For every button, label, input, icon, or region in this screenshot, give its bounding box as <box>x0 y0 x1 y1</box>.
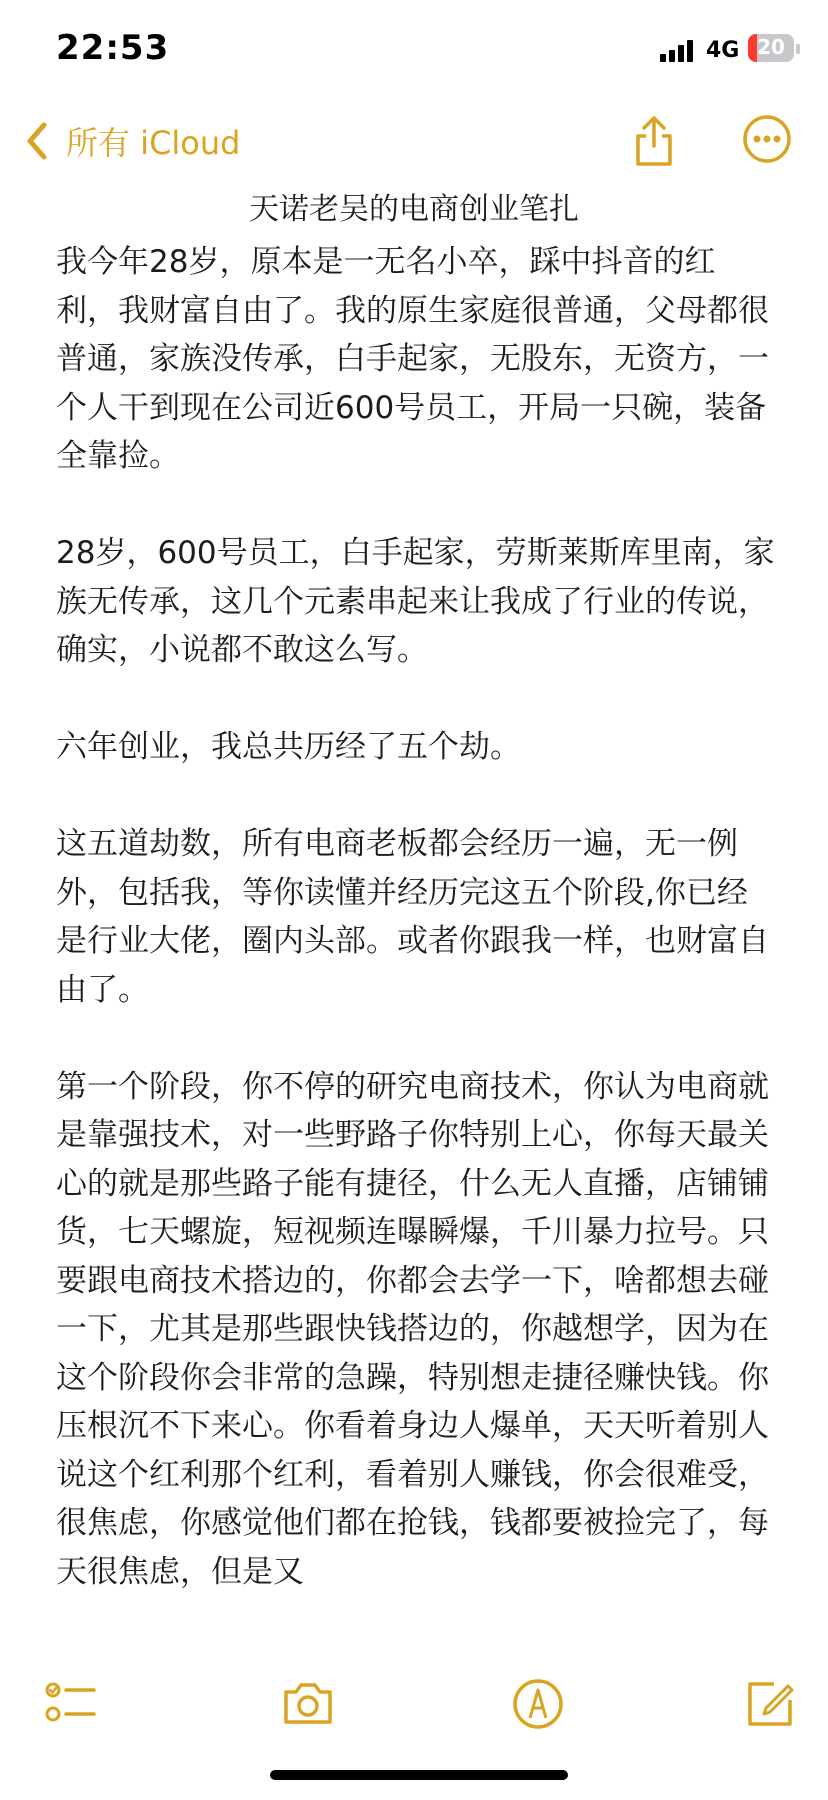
network-type: 4G <box>706 38 740 63</box>
more-options-icon[interactable] <box>742 114 792 164</box>
back-label: 所有 iCloud <box>66 124 241 162</box>
camera-icon[interactable] <box>278 1674 338 1734</box>
note-title: 天诺老吴的电商创业笔扎 <box>249 192 579 227</box>
status-bar <box>0 0 828 100</box>
nav-bar <box>0 100 828 180</box>
battery-tip <box>796 44 800 54</box>
note-paragraph: 第一个阶段，你不停的研究电商技术，你认为电商就是靠强技术，对一些野路子你特别上心，你每天最关心的就是那些路子能有捷径，什么无人直播，店铺铺货，七天螺旋，短视频连曝瞬爆，千川暴力拉号。只要跟电商技术搭边的，你都会去学一下，啥都想去碰一下，尤其是那些跟快钱搭边的，你越想学，因为在这个阶段你会非常的急躁，特别想走捷径赚快钱。你压根沉不下来心。你看着身边人爆单，天天听着别人说这个红利那个红利，看着别人赚钱，你会很难受，很焦虑，你感觉他们都在抢钱，钱都要被捡完了，每天很焦虑，但是又 <box>56 1068 769 1590</box>
chevron-left-icon <box>22 119 52 163</box>
note-paragraph: 这五道劫数，所有电商老板都会经历一遍，无一例外，包括我，等你读懂并经历完这五个阶段,你已经是行业大佬，圈内头部。或者你跟我一样，也财富自由了。 <box>56 826 769 1008</box>
bottom-toolbar <box>0 1660 828 1750</box>
note-paragraph: 我今年28岁，原本是一无名小卒，踩中抖音的红利，我财富自由了。我的原生家庭很普通，父母都很普通，家族没传承，白手起家，无股东，无资方，一个人干到现在公司近600号员工，开局一只碗，装备全靠捡。 <box>56 244 769 474</box>
battery-icon <box>748 34 794 62</box>
note-paragraph: 六年创业，我总共历经了五个劫。 <box>56 729 521 765</box>
cellular-signal-icon <box>660 40 700 62</box>
compose-icon[interactable] <box>740 1674 800 1734</box>
battery-percent: 20 <box>757 35 785 59</box>
home-indicator[interactable] <box>270 1770 568 1780</box>
status-time: 22:53 <box>56 28 170 68</box>
note-paragraph: 28岁，600号员工，白手起家，劳斯莱斯库里南，家族无传承，这几个元素串起来让我成了行业的传说，确实，小说都不敢这么写。 <box>56 535 775 668</box>
note-body <box>56 238 776 1645</box>
share-icon[interactable] <box>630 112 678 168</box>
markup-icon[interactable] <box>508 1674 568 1734</box>
back-button[interactable] <box>22 118 240 164</box>
note-content[interactable] <box>0 188 828 1648</box>
checklist-icon[interactable] <box>40 1674 100 1734</box>
